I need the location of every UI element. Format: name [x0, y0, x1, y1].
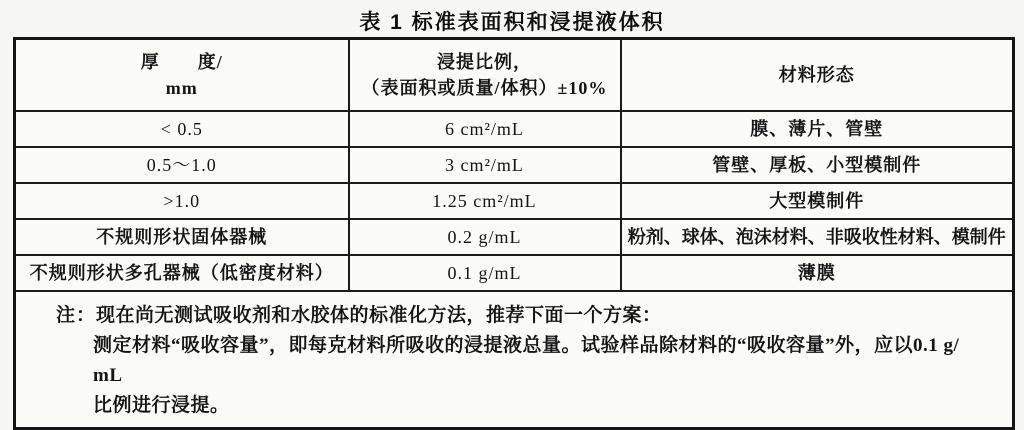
cell-form: 管壁、厚板、小型模制件: [621, 147, 1014, 183]
cell-form: 大型模制件: [621, 183, 1014, 219]
cell-thickness: < 0.5: [15, 111, 349, 147]
cell-thickness: 不规则形状多孔器械（低密度材料）: [15, 255, 349, 291]
note-line-2: 测定材料“吸收容量”，即每克材料所吸收的浸提液总量。试验样品除材料的“吸收容量”外，应以0.1 g/ mL: [93, 335, 960, 386]
note-body: [93, 331, 994, 421]
table-note: [15, 291, 1014, 429]
cell-ratio: 0.2 g/mL: [349, 219, 621, 255]
cell-ratio: 1.25 cm²/mL: [349, 183, 621, 219]
table-row: [15, 219, 1014, 255]
cell-thickness: 不规则形状固体器械: [15, 219, 349, 255]
table-title: 表 1 标准表面积和浸提液体积: [359, 11, 665, 34]
note-line-1: [56, 301, 994, 331]
note-label: 注：: [56, 305, 97, 326]
col-header-thickness-line1: 厚 度/: [140, 51, 223, 72]
col-header-ratio: [349, 39, 621, 112]
table-row: [15, 255, 1014, 291]
spec-table: [13, 37, 1015, 430]
col-header-thickness: [15, 39, 349, 112]
table-row: [15, 147, 1014, 183]
cell-thickness: >1.0: [15, 183, 349, 219]
table-row: [15, 111, 1014, 147]
note-row: [15, 291, 1014, 429]
cell-ratio: 3 cm²/mL: [349, 147, 621, 183]
note-line-3: 比例进行浸提。: [93, 395, 230, 416]
cell-form: 粉剂、球体、泡沫材料、非吸收性材料、模制件: [621, 219, 1014, 255]
col-header-form: 材料形态: [621, 39, 1014, 112]
header-row: [15, 39, 1014, 112]
col-header-ratio-line1: 浸提比例，: [437, 51, 532, 72]
cell-ratio: 0.1 g/mL: [349, 255, 621, 291]
note-line-1-text: 现在尚无测试吸收剂和水胶体的标准化方法，推荐下面一个方案：: [96, 305, 662, 326]
cell-form: 薄膜: [621, 255, 1014, 291]
cell-thickness: 0.5～1.0: [15, 147, 349, 183]
cell-form: 膜、薄片、管壁: [621, 111, 1014, 147]
cell-ratio: 6 cm²/mL: [349, 111, 621, 147]
col-header-thickness-line2: mm: [165, 78, 198, 98]
col-header-ratio-line2: （表面积或质量/体积）±10%: [361, 78, 608, 98]
table-row: [15, 183, 1014, 219]
